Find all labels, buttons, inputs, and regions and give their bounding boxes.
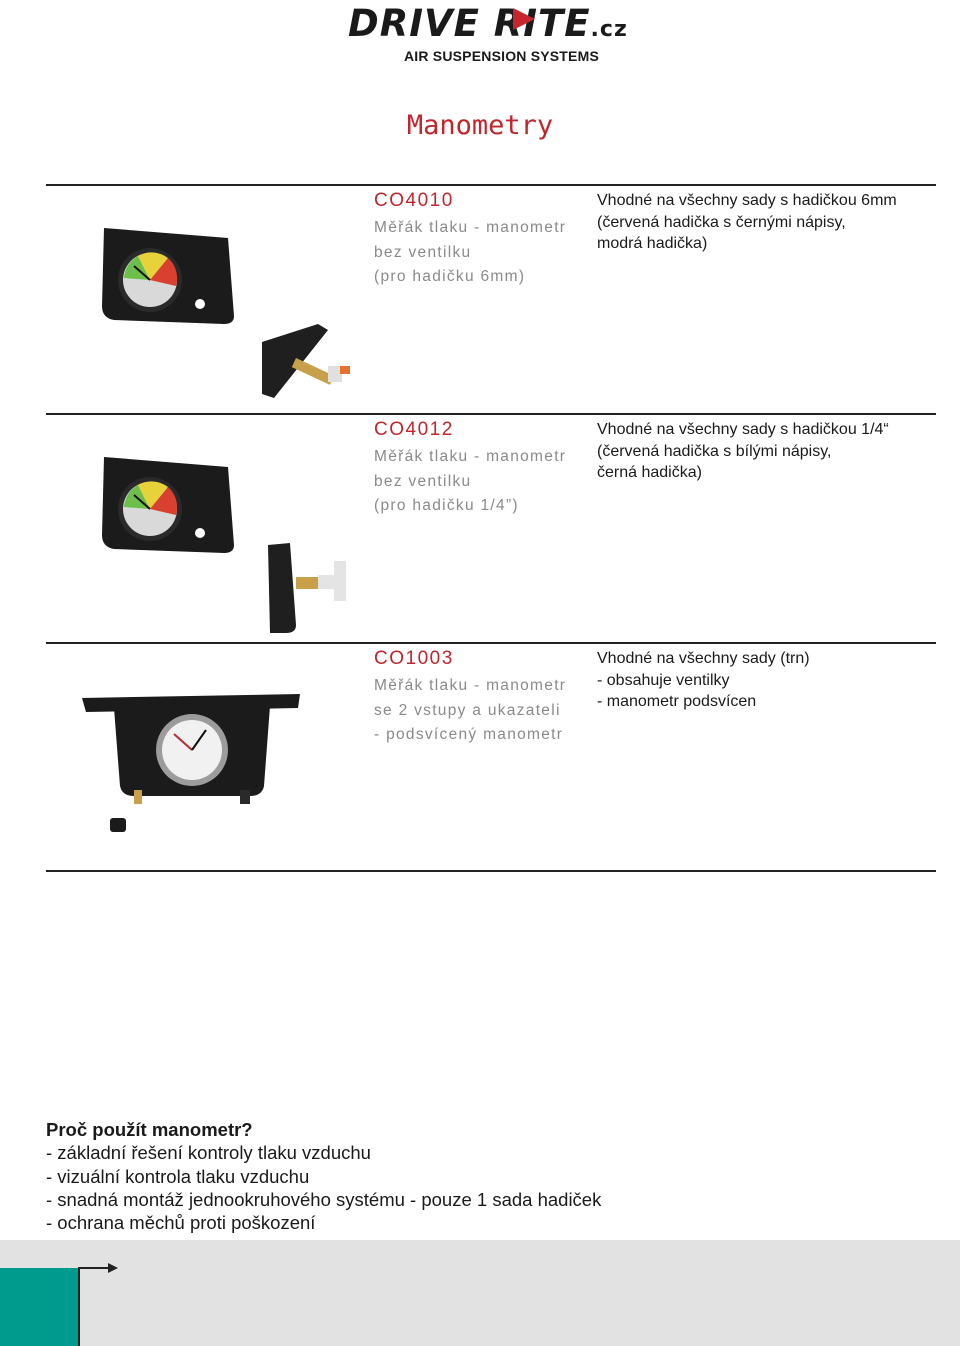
page-title: Manometry xyxy=(406,110,554,141)
logo-tagline: AIR SUSPENSION SYSTEMS xyxy=(404,48,599,64)
product-description: Vhodné na všechny sady (trn) - obsahuje ventilky - manometr podsvícen xyxy=(597,650,810,710)
arrow-right-icon xyxy=(108,1263,118,1273)
product-code: CO4010 xyxy=(374,190,454,211)
fitting-bracket-image xyxy=(258,322,358,402)
list-item: - ochrana měchů proti poškození xyxy=(46,1212,316,1234)
footer-teal-block xyxy=(0,1268,78,1346)
list-item: - snadná montáž jednookruhového systému - pouze 1 sada hadiček xyxy=(46,1188,602,1210)
gauge-panel-image xyxy=(98,449,238,555)
why-section xyxy=(46,1118,601,1234)
product-description: Vhodné na všechny sady s hadičkou 1/4“ (červená hadička s bílými nápisy, černá hadička) xyxy=(597,421,889,481)
logo-tld: .cz xyxy=(590,17,628,42)
product-code: CO1003 xyxy=(374,648,454,669)
list-item: - vizuální kontrola tlaku vzduchu xyxy=(46,1165,310,1187)
why-title: Proč použít manometr? xyxy=(46,1119,253,1140)
product-name: Měřák tlaku - manometr bez ventilku (pro hadičku 6mm) xyxy=(374,219,567,285)
logo-arrow-icon xyxy=(513,8,535,30)
fitting-bracket-image xyxy=(262,541,358,637)
gauge-panel-image xyxy=(98,220,238,326)
dual-gauge-panel-image xyxy=(78,690,304,840)
product-name: Měřák tlaku - manometr bez ventilku (pro hadičku 1/4”) xyxy=(374,448,567,514)
product-code: CO4012 xyxy=(374,419,454,440)
divider xyxy=(46,870,936,872)
product-description: Vhodné na všechny sady s hadičkou 6mm (červená hadička s černými nápisy, modrá hadička) xyxy=(597,192,897,252)
footer-line xyxy=(78,1268,80,1346)
drive-rite-logo xyxy=(348,2,628,64)
logo-word: DRIVE RITE xyxy=(348,2,591,45)
footer-line xyxy=(78,1267,110,1269)
footer-band xyxy=(0,1240,960,1346)
product-section xyxy=(46,415,936,643)
product-section xyxy=(46,186,936,414)
product-section xyxy=(46,644,936,872)
product-name: Měřák tlaku - manometr se 2 vstupy a ukazateli - podsvícený manometr xyxy=(374,677,567,743)
list-item: - základní řešení kontroly tlaku vzduchu xyxy=(46,1142,371,1164)
